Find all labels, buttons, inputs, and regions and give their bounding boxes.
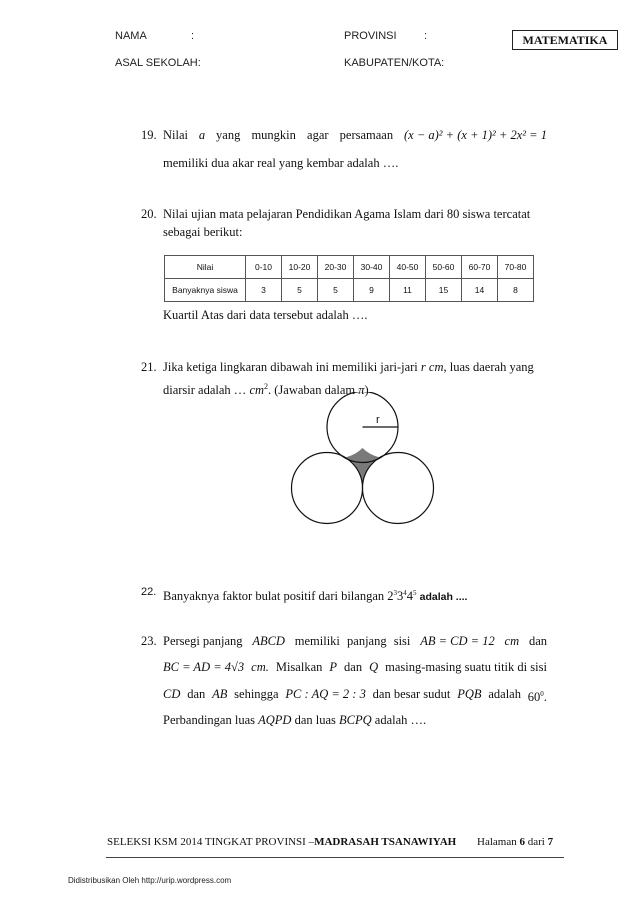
q19-line1: [163, 128, 547, 142]
q23-l3-a: sehingga: [234, 687, 279, 701]
q20-number: 20.: [141, 207, 157, 221]
q19-number: 19.: [141, 128, 157, 142]
q22-exp2: 4: [403, 589, 407, 597]
table-row: [165, 279, 534, 302]
footer-page-b: dari: [527, 836, 545, 848]
shaded-region: [346, 448, 379, 487]
footer-page-total: 7: [547, 836, 554, 848]
q20-line1: Nilai ujian mata pelajaran Pendidikan Agama Islam dari 80 siswa tercatat: [163, 207, 531, 221]
q23-l1-dan: dan: [528, 634, 547, 648]
distribution-note: Didistribusikan Oleh http://urip.wordpress.com: [68, 876, 232, 885]
q20-question: Kuartil Atas dari data tersebut adalah ….: [163, 308, 368, 322]
table-cell: 50-60: [426, 256, 462, 279]
q21-line2-b: . (Jawaban dalam: [268, 383, 356, 398]
table-cell: 15: [426, 279, 462, 302]
q22-exp3: 5: [413, 589, 417, 597]
table-cell: 9: [354, 279, 390, 302]
q23-line1: [163, 634, 547, 648]
q23-angle-deg: 0: [540, 690, 544, 698]
table-cell: 10-20: [282, 256, 318, 279]
footer-divider: [106, 857, 564, 858]
footer-left-bold: MADRASAH TSANAWIYAH: [314, 836, 457, 848]
table-cell: 3: [246, 279, 282, 302]
q22-tail: adalah ....: [419, 591, 468, 604]
q22-line: [163, 586, 467, 604]
q21-number: 21.: [141, 360, 157, 374]
table-header-nilai: Nilai: [165, 256, 246, 279]
table-cell: 60-70: [462, 256, 498, 279]
q23-angle: [528, 687, 547, 704]
nama-label: NAMA: [115, 30, 147, 42]
q23-bcpq: BCPQ: [339, 713, 372, 727]
q23-l3-b: dan besar sudut: [372, 687, 451, 701]
q20-line2: sebagai berikut:: [163, 225, 243, 239]
table-cell: 14: [462, 279, 498, 302]
q23-l2-a: Misalkan: [275, 660, 323, 674]
q23-l3-adalah: adalah: [488, 687, 521, 701]
q22-number: 22.: [141, 586, 157, 598]
q21-line1: [163, 360, 534, 374]
three-circles-figure: [280, 392, 460, 564]
table-cell: 8: [498, 279, 534, 302]
q23-l4-b: dan luas: [294, 713, 336, 727]
q19-line2: memiliki dua akar real yang kembar adalah ….: [163, 156, 399, 170]
q23-number: 23.: [141, 634, 157, 648]
subject-badge: MATEMATIKA: [512, 30, 618, 50]
q21-pi: π: [358, 383, 365, 398]
table-cell: 5: [282, 279, 318, 302]
q23-l4-c: adalah ….: [374, 713, 427, 727]
q23-ratio: PC : AQ = 2 : 3: [285, 687, 366, 701]
asal-sekolah-label: ASAL SEKOLAH:: [115, 57, 201, 69]
table-cell: 5: [318, 279, 354, 302]
nama-colon: :: [191, 30, 195, 42]
q23-bc-ad-eq: BC = AD = 4√3: [163, 660, 245, 674]
q23-l1-a: Persegi panjang: [163, 634, 243, 648]
q21-line1-b: , luas daerah yang: [443, 360, 534, 374]
q23-l2-unit: cm.: [251, 660, 269, 674]
q19-lead: Nilai: [163, 128, 188, 142]
table-cell: 0-10: [246, 256, 282, 279]
footer-page-number: [477, 836, 553, 848]
q23-aqpd: AQPD: [258, 713, 292, 727]
q23-pqb: PQB: [457, 687, 482, 701]
q23-ab-cd-eq: AB = CD = 12: [420, 634, 495, 648]
q23-line3: [163, 687, 547, 704]
q23-l3-dan: dan: [187, 687, 206, 701]
q21-area-sup: 2: [264, 382, 269, 391]
score-table: [164, 255, 534, 302]
table-cell: 40-50: [390, 256, 426, 279]
q22-base1: 2: [387, 589, 394, 604]
q23-q: Q: [369, 660, 379, 674]
footer-page-a: Halaman: [477, 836, 517, 848]
table-cell: 30-40: [354, 256, 390, 279]
footer-exam-title: [107, 836, 456, 848]
q21-line2-a: diarsir adalah …: [163, 383, 247, 398]
table-cell: 11: [390, 279, 426, 302]
table-cell: 70-80: [498, 256, 534, 279]
q23-ab: AB: [212, 687, 228, 701]
q23-l2-dan: dan: [344, 660, 363, 674]
q23-angle-value: 60: [527, 690, 541, 705]
q23-line4: [163, 713, 426, 727]
q21-radius-unit: r cm: [420, 360, 444, 374]
q23-angle-dot: .: [543, 690, 547, 705]
footer-left: SELEKSI KSM 2014 TINGKAT PROVINSI –: [107, 836, 315, 848]
q19-equation: (x − a)² + (x + 1)² + 2x² = 1: [404, 128, 547, 142]
q23-line2: [163, 660, 547, 674]
radius-label: r: [376, 414, 380, 426]
q21-area-unit: cm: [249, 383, 265, 398]
q22-text: Banyaknya faktor bulat positif dari bilangan: [163, 589, 385, 604]
q22-exp1: 3: [393, 589, 397, 597]
q21-line1-a: Jika ketiga lingkaran dibawah ini memiliki jari-jari: [163, 360, 418, 374]
q22-base3: 4: [406, 589, 413, 604]
q23-l2-b: masing-masing suatu titik di sisi: [385, 660, 547, 674]
bottom-left-circle: [292, 453, 363, 524]
q23-l1-unit: cm: [504, 634, 520, 648]
table-header-siswa: Banyaknya siswa: [165, 279, 246, 302]
footer-page-num: 6: [519, 836, 525, 848]
table-cell: 20-30: [318, 256, 354, 279]
provinsi-label: PROVINSI: [344, 30, 397, 42]
bottom-right-circle: [363, 453, 434, 524]
q21-line2-c: ): [364, 383, 369, 398]
table-row: [165, 256, 534, 279]
q23-l1-b: memiliki panjang sisi: [294, 634, 411, 648]
q23-l4-a: Perbandingan luas: [163, 713, 255, 727]
q19-mid: yang mungkin agar persamaan: [216, 128, 394, 142]
q22-base2: 3: [397, 589, 404, 604]
q23-p: P: [329, 660, 338, 674]
q23-cd: CD: [163, 687, 181, 701]
q19-var-a: a: [198, 128, 206, 142]
provinsi-colon: :: [424, 30, 428, 42]
kabupaten-label: KABUPATEN/KOTA:: [344, 57, 445, 69]
q23-abcd: ABCD: [252, 634, 285, 648]
